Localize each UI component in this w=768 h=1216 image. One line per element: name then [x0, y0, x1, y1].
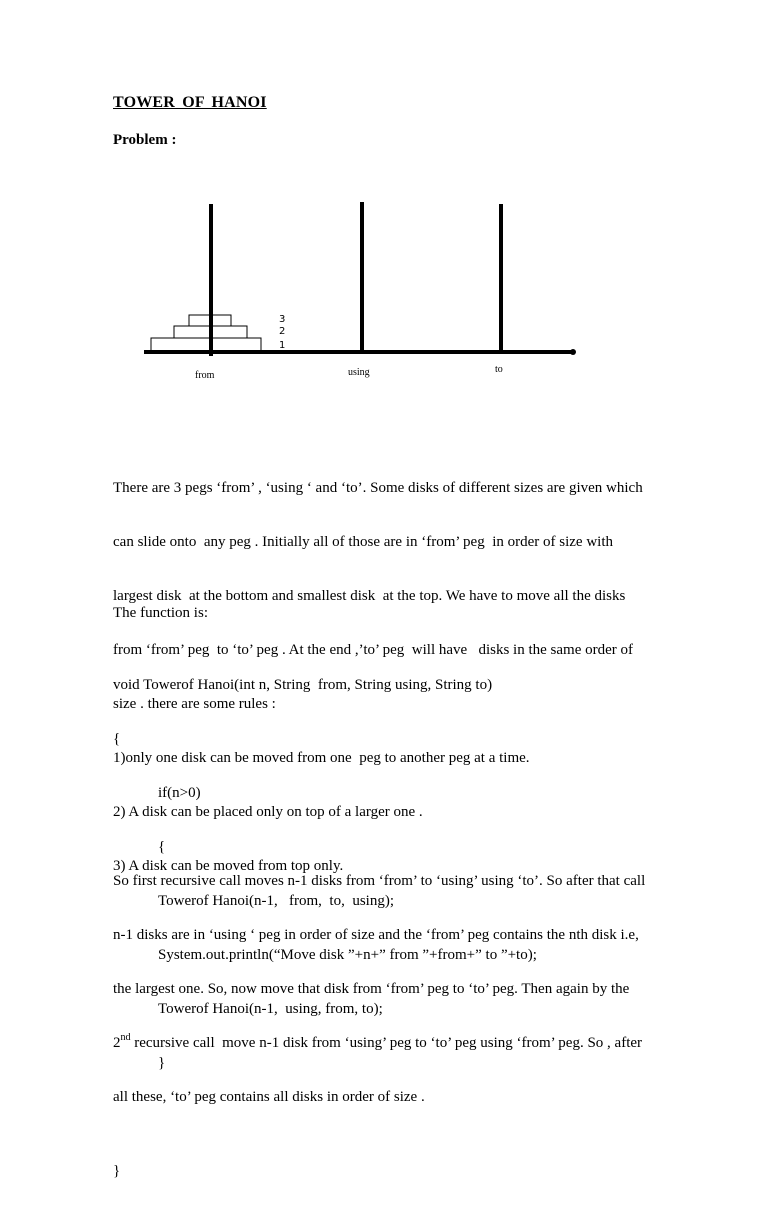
code-call-2: Towerof Hanoi(n-1, using, from, to); [158, 1001, 383, 1017]
function-intro: The function is: [113, 605, 208, 621]
intro-line: size . there are some rules : [113, 696, 276, 712]
disk-label-1: 1 [279, 340, 286, 351]
intro-line: largest disk at the bottom and smallest disk at the top. We have to move all the disks [113, 588, 626, 604]
explanation-line [113, 1034, 673, 1052]
explanation-line: n-1 disks are in ‘using ‘ peg in order of size and the ‘from’ peg contains the nth disk i.e, [113, 927, 639, 943]
document-title: TOWER OF HANOI [113, 94, 267, 111]
explanation-line: all these, ‘to’ peg contains all disks in order of size . [113, 1089, 425, 1105]
intro-line: can slide onto any peg . Initially all of those are in ‘from’ peg in order of size with [113, 534, 613, 550]
peg-label-to: to [495, 364, 503, 375]
code-if: if(n>0) [158, 785, 201, 801]
problem-heading: Problem : [113, 132, 177, 148]
intro-line: from ‘from’ peg to ‘to’ peg . At the end ,’to’ peg will have disks in the same order of [113, 642, 634, 658]
disk-1 [151, 338, 261, 351]
ordinal-suffix: nd [120, 1032, 131, 1043]
intro-line: There are 3 pegs ‘from’ , ‘using ‘ and ‘to’. Some disks of different sizes are given which [113, 480, 643, 496]
disk-label-3: 3 [279, 314, 286, 325]
ordinal-number: 2 [113, 1035, 121, 1051]
explanation-line: So first recursive call moves n-1 disks from ‘from’ to ‘using’ using ‘to’. So after that call [113, 873, 646, 889]
code-signature: void Towerof Hanoi(int n, String from, String using, String to) [113, 677, 493, 693]
code-open-brace: { [113, 731, 121, 747]
rule-3: 3) A disk can be moved from top only. [113, 858, 344, 874]
tower-of-hanoi-diagram [114, 168, 594, 408]
code-inner-open: { [158, 839, 166, 855]
disk-label-2: 2 [279, 326, 286, 337]
peg-label-using: using [348, 367, 370, 378]
peg-label-from: from [195, 370, 215, 381]
code-print: System.out.println(“Move disk ”+n+” from ”+from+” to ”+to); [158, 947, 537, 963]
code-inner-close: } [158, 1055, 166, 1071]
explanation-line-rest: recursive call move n-1 disk from ‘using’ peg to ‘to’ peg using ‘from’ peg. So , after [130, 1035, 643, 1051]
code-call-1: Towerof Hanoi(n-1, from, to, using); [158, 893, 394, 909]
rule-1: 1)only one disk can be moved from one peg to another peg at a time. [113, 750, 530, 766]
explanation-line: the largest one. So, now move that disk from ‘from’ peg to ‘to’ peg. Then again by the [113, 981, 630, 997]
code-close-brace: } [113, 1163, 121, 1179]
rule-2: 2) A disk can be placed only on top of a larger one . [113, 804, 423, 820]
explanation-paragraph [113, 836, 673, 1142]
base-end-dot [570, 349, 576, 355]
